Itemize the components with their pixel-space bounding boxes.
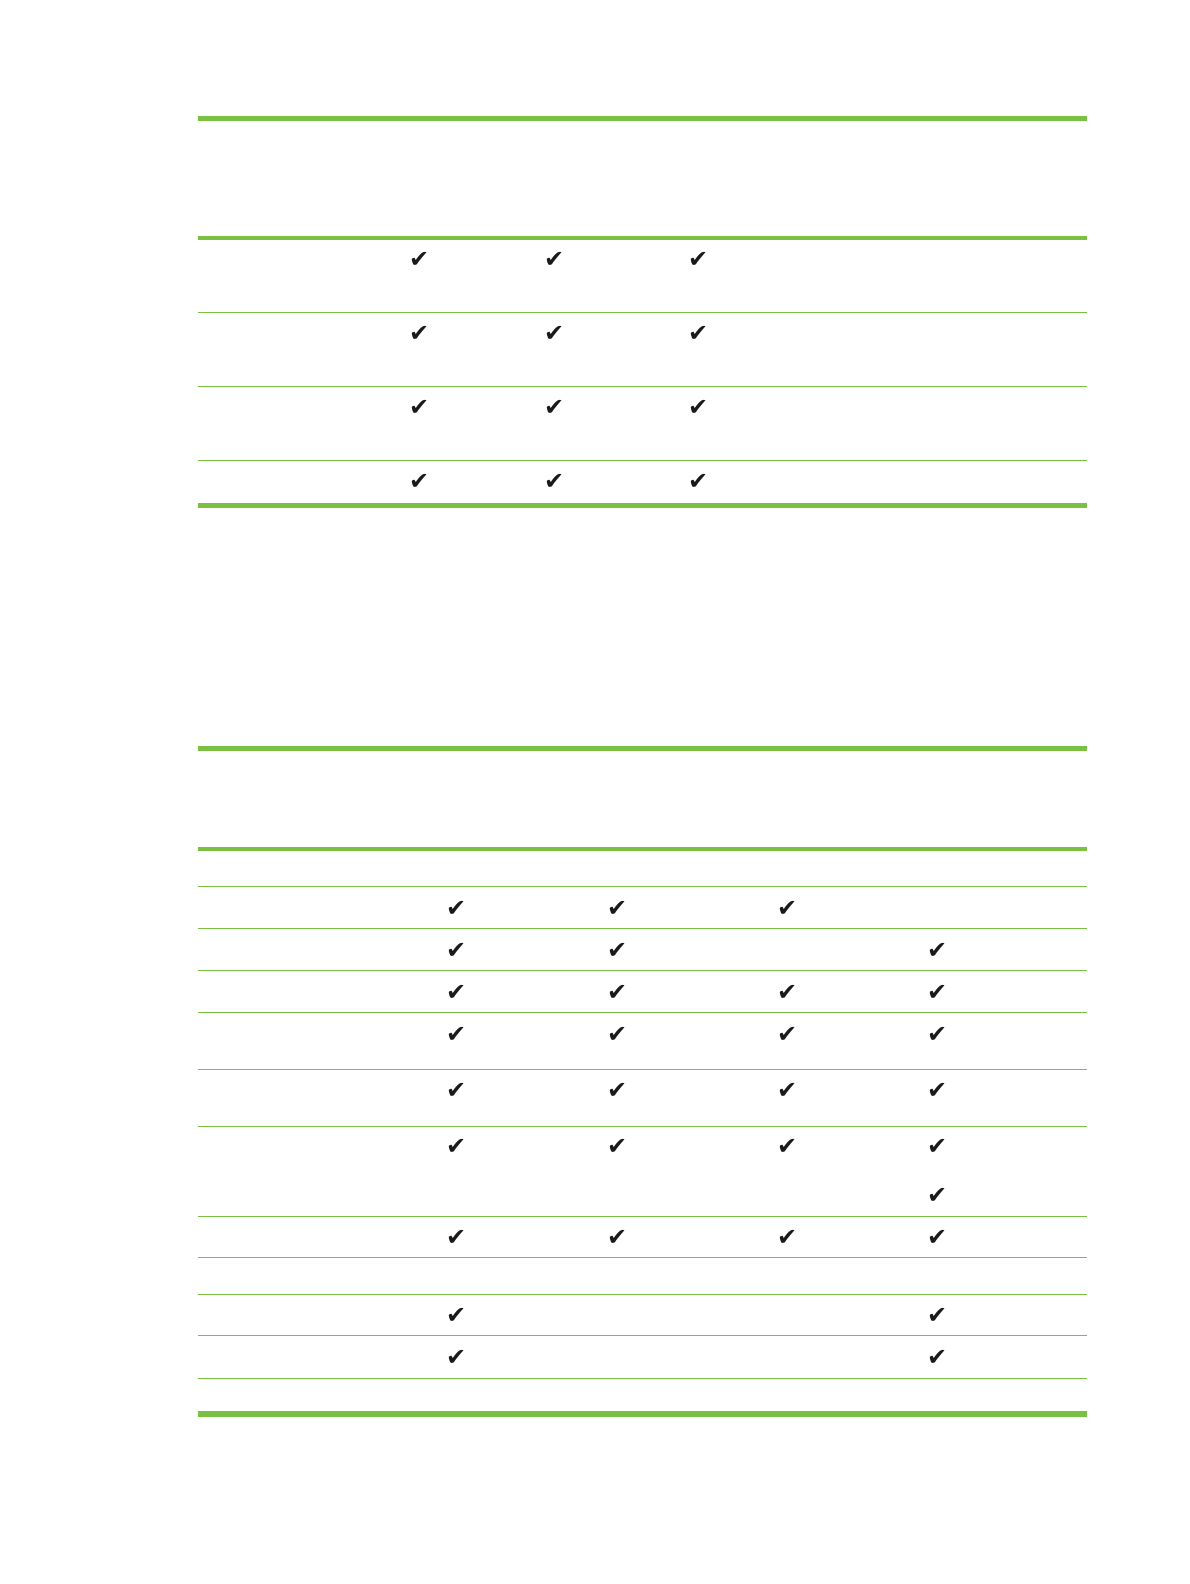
checkmark-icon: ✔: [446, 1020, 467, 1048]
row-divider: [198, 928, 1087, 929]
checkmark-icon: ✔: [446, 936, 467, 964]
checkmark-icon: ✔: [688, 319, 709, 347]
checkmark-icon: ✔: [777, 1076, 798, 1104]
checkmark-icon: ✔: [409, 467, 430, 495]
checkmark-icon: ✔: [927, 1076, 948, 1104]
checkmark-icon: ✔: [544, 319, 565, 347]
checkmark-icon: ✔: [544, 393, 565, 421]
checkmark-icon: ✔: [446, 1076, 467, 1104]
header-rule: [198, 847, 1087, 851]
checkmark-icon: ✔: [777, 1132, 798, 1160]
checkmark-icon: ✔: [446, 1343, 467, 1371]
checkmark-icon: ✔: [607, 1020, 628, 1048]
checkmark-icon: ✔: [544, 245, 565, 273]
row-divider: [198, 1126, 1087, 1127]
row-divider: [198, 970, 1087, 971]
checkmark-icon: ✔: [777, 894, 798, 922]
checkmark-icon: ✔: [607, 1076, 628, 1104]
checkmark-icon: ✔: [607, 936, 628, 964]
checkmark-icon: ✔: [607, 1223, 628, 1251]
row-divider: [198, 886, 1087, 887]
checkmark-icon: ✔: [446, 1223, 467, 1251]
checkmark-icon: ✔: [544, 467, 565, 495]
checkmark-icon: ✔: [446, 1301, 467, 1329]
checkmark-icon: ✔: [688, 245, 709, 273]
checkmark-icon: ✔: [927, 1181, 948, 1209]
row-divider: [198, 1069, 1087, 1070]
checkmark-icon: ✔: [409, 245, 430, 273]
row-divider: [198, 1378, 1087, 1379]
row-divider: [198, 1012, 1087, 1013]
checkmark-icon: ✔: [607, 1132, 628, 1160]
checkmark-icon: ✔: [927, 1343, 948, 1371]
checkmark-icon: ✔: [927, 1132, 948, 1160]
checkmark-icon: ✔: [409, 319, 430, 347]
checkmark-icon: ✔: [409, 393, 430, 421]
checkmark-icon: ✔: [927, 1020, 948, 1048]
row-divider: [198, 1294, 1087, 1295]
checkmark-icon: ✔: [446, 1132, 467, 1160]
checkmark-icon: ✔: [688, 393, 709, 421]
checkmark-icon: ✔: [777, 1223, 798, 1251]
row-divider: [198, 1216, 1087, 1217]
checkmark-icon: ✔: [607, 894, 628, 922]
row-divider: [198, 1257, 1087, 1258]
checkmark-icon: ✔: [927, 1301, 948, 1329]
checkmark-icon: ✔: [927, 936, 948, 964]
table-top-rule: [198, 746, 1087, 751]
checkmark-icon: ✔: [927, 1223, 948, 1251]
checkmark-icon: ✔: [607, 978, 628, 1006]
checkmark-icon: ✔: [777, 978, 798, 1006]
row-divider: [198, 1335, 1087, 1336]
checkmark-icon: ✔: [688, 467, 709, 495]
checkmark-icon: ✔: [446, 978, 467, 1006]
checkmark-icon: ✔: [927, 978, 948, 1006]
checkmark-icon: ✔: [777, 1020, 798, 1048]
checkmark-icon: ✔: [446, 894, 467, 922]
table-2: [198, 0, 1087, 1430]
table-bottom-rule: [198, 1411, 1087, 1417]
